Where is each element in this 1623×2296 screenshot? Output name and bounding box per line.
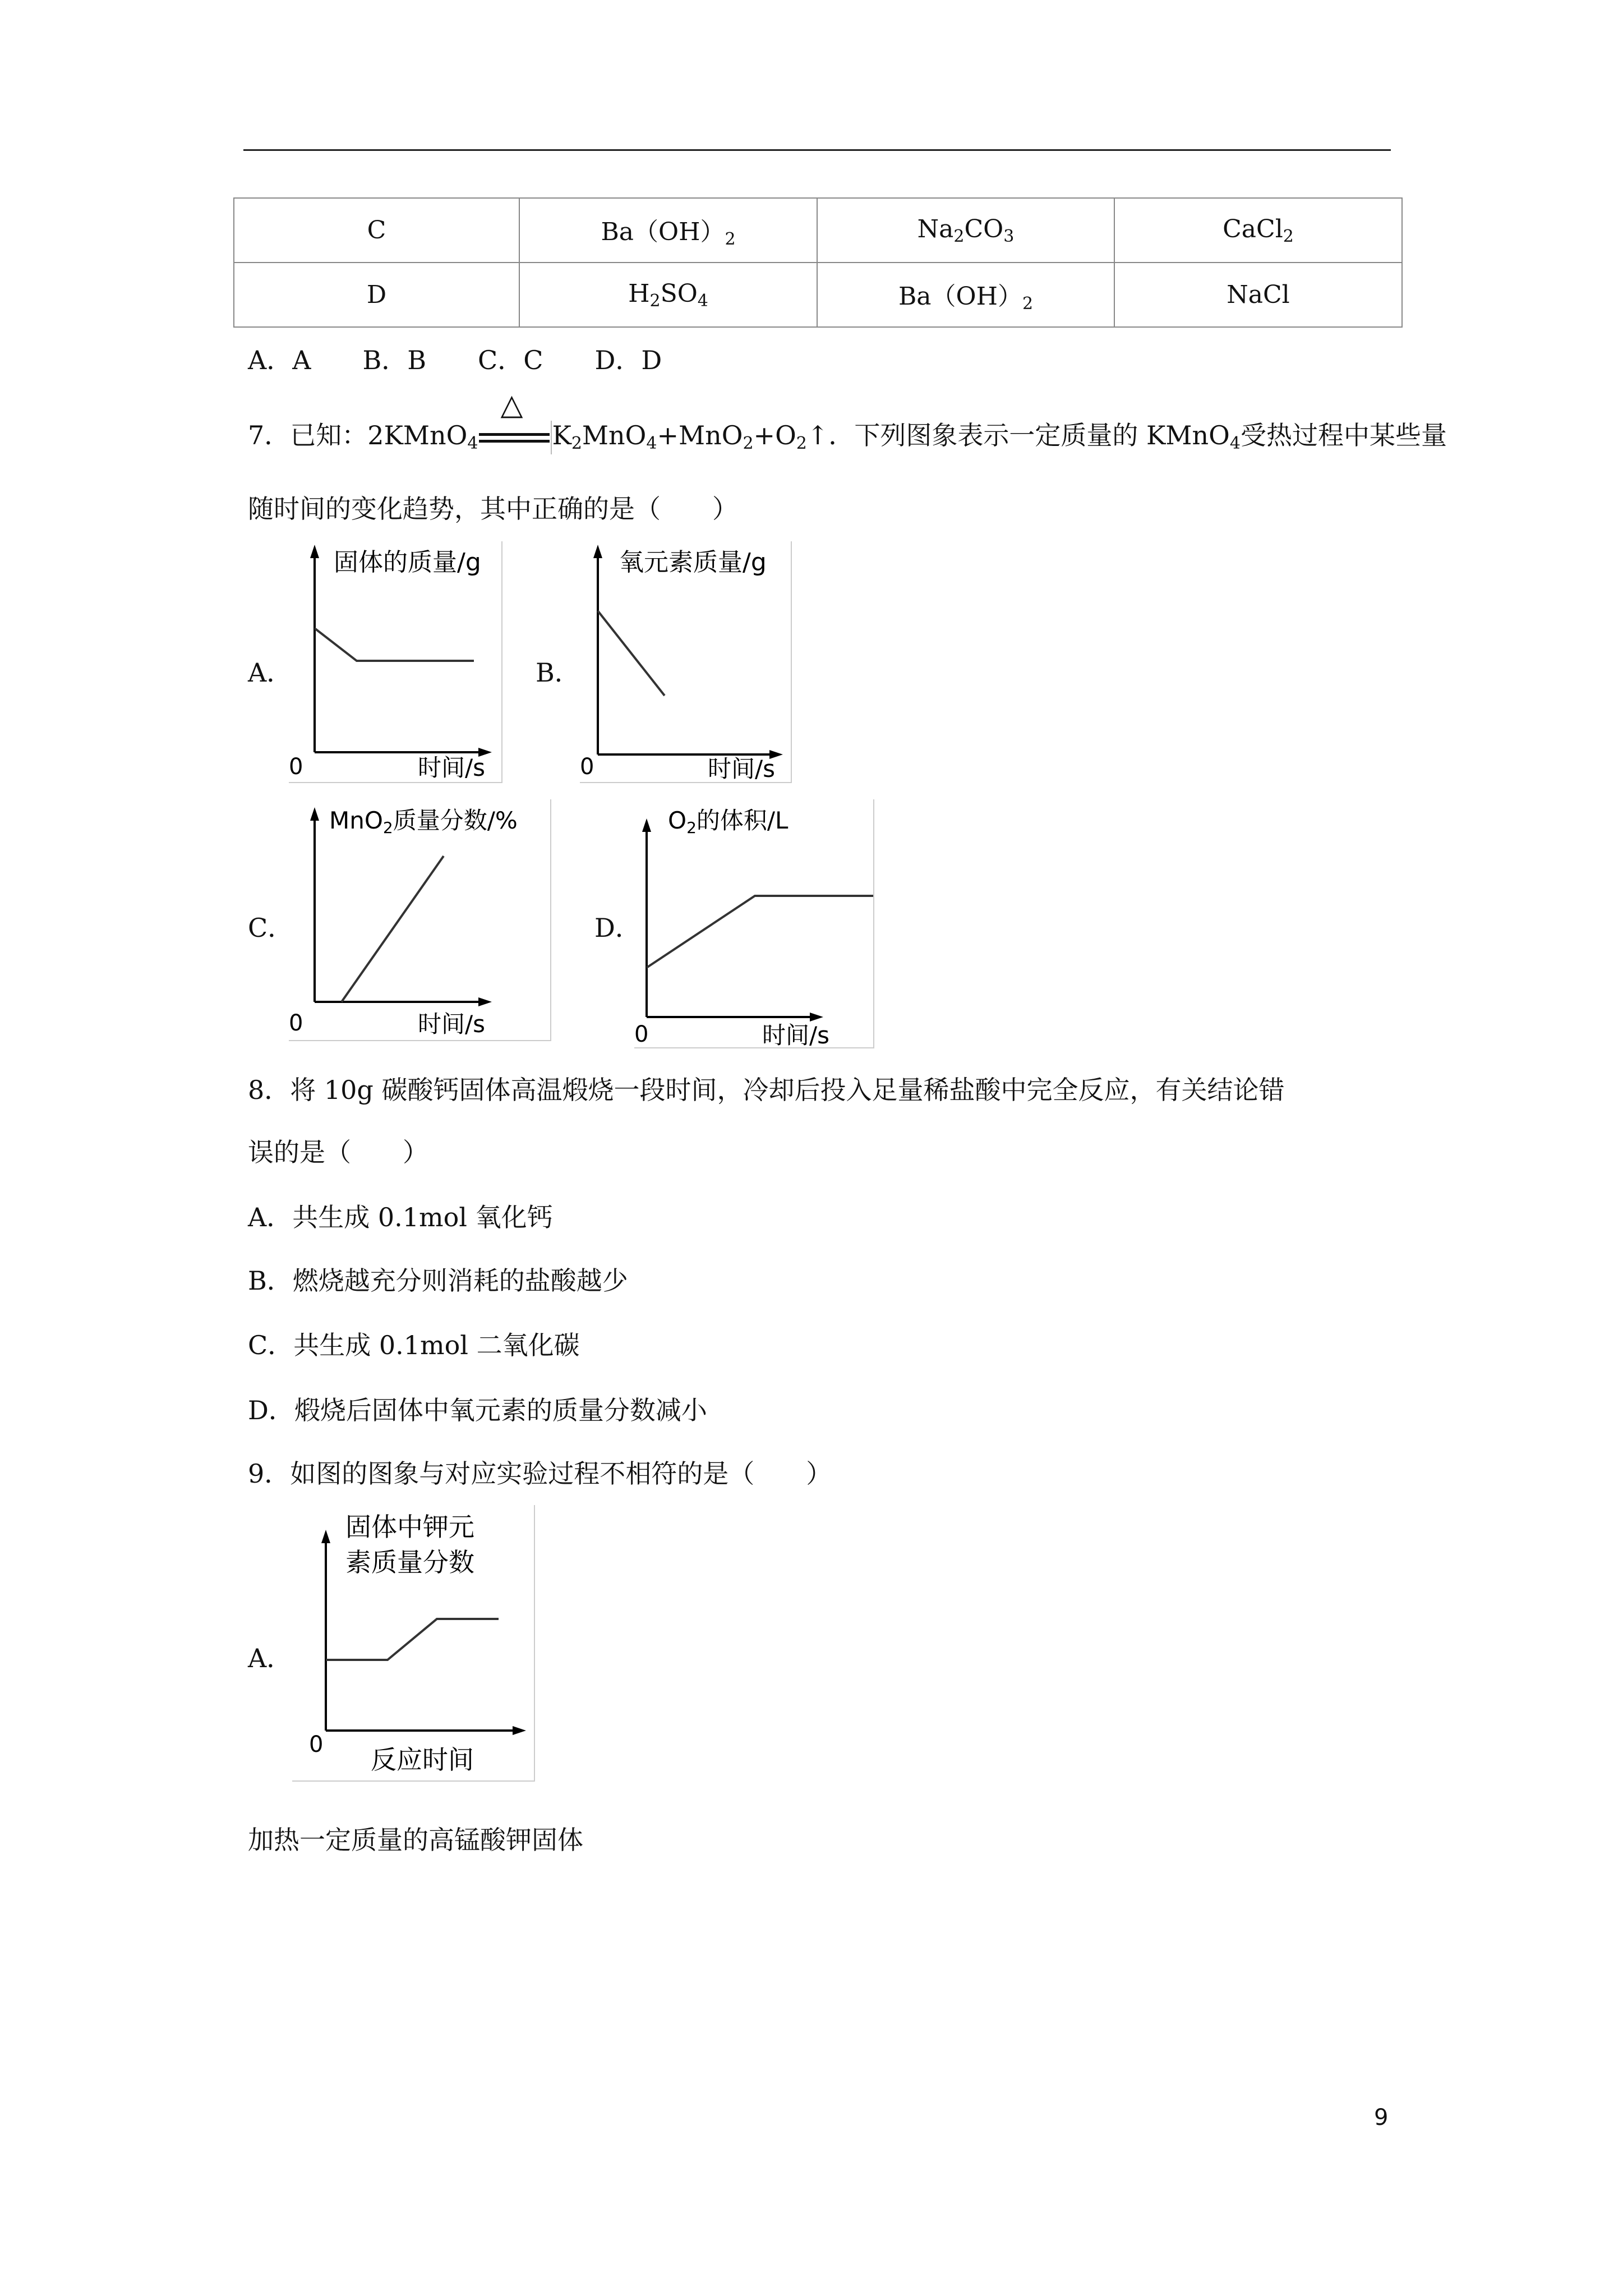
q8-option-b: B．燃烧越充分则消耗的盐酸越少 bbox=[248, 1266, 628, 1296]
text: O bbox=[668, 807, 687, 834]
subscript: 2 bbox=[686, 818, 697, 837]
subscript: 3 bbox=[1003, 226, 1015, 246]
q8-option-c: C．共生成 0.1mol 二氧化碳 bbox=[248, 1330, 580, 1360]
q6-options: A．A B．B C．C D．D bbox=[248, 345, 662, 375]
q8-option-a: A．共生成 0.1mol 氧化钙 bbox=[248, 1202, 553, 1232]
y-axis-label: 氧元素质量/g bbox=[619, 548, 767, 577]
graph-d bbox=[634, 799, 874, 1048]
origin-label: 0 bbox=[289, 754, 303, 780]
graph-q9-a bbox=[292, 1505, 535, 1782]
text: 的体积/L bbox=[696, 807, 789, 834]
option-letter: D． bbox=[594, 913, 641, 943]
row-label: C bbox=[367, 216, 386, 245]
x-axis-label: 时间/s bbox=[762, 1022, 830, 1048]
q8-stem-line1: 8．将 10g 碳酸钙固体高温煅烧一段时间，冷却后投入足量稀盐酸中完全反应，有关结论错 bbox=[248, 1075, 1285, 1105]
curve bbox=[598, 611, 665, 696]
text: MnO bbox=[582, 420, 647, 450]
subscript: 2 bbox=[725, 229, 736, 249]
subscript: 4 bbox=[646, 434, 657, 453]
table-cell bbox=[234, 198, 519, 263]
subscript: 2 bbox=[571, 434, 582, 453]
y-axis-label-line1: 固体中钾元 bbox=[345, 1512, 474, 1542]
table-cell bbox=[519, 263, 817, 327]
text: MnO bbox=[329, 807, 383, 834]
curve bbox=[647, 896, 873, 968]
formula: Ba（OH） bbox=[601, 218, 725, 246]
origin-label: 0 bbox=[309, 1732, 324, 1757]
x-axis-label: 反应时间 bbox=[371, 1745, 474, 1775]
text: +O bbox=[753, 420, 796, 450]
text: ↑．下列图象表示一定质量的 KMnO bbox=[806, 420, 1230, 450]
option-letter: C． bbox=[248, 913, 294, 943]
subscript: 4 bbox=[1229, 434, 1241, 453]
formula: CaCl bbox=[1223, 214, 1283, 243]
text: +MnO bbox=[657, 420, 743, 450]
table-cell bbox=[234, 263, 519, 327]
curve bbox=[326, 1619, 499, 1660]
header-rule bbox=[243, 149, 1391, 151]
q8-stem-line2: 误的是（ ） bbox=[248, 1137, 428, 1167]
table-cell bbox=[519, 198, 817, 263]
curve bbox=[315, 628, 474, 661]
q9-stem: 9．如图的图象与对应实验过程不相符的是（ ） bbox=[248, 1458, 832, 1489]
option-letter: A． bbox=[248, 657, 293, 688]
arrow-right-icon bbox=[478, 997, 492, 1006]
y-axis-label-line2: 素质量分数 bbox=[345, 1547, 474, 1577]
arrow-up-icon bbox=[321, 1530, 330, 1543]
page-number: 9 bbox=[1374, 2105, 1389, 2131]
answer-table bbox=[233, 197, 1403, 328]
table-cell bbox=[817, 263, 1114, 327]
arrow-up-icon bbox=[310, 545, 319, 558]
formula: H bbox=[628, 279, 650, 308]
q7-stem-line2: 随时间的变化趋势，其中正确的是（ ） bbox=[248, 494, 738, 524]
subscript: 2 bbox=[743, 434, 754, 453]
subscript: 2 bbox=[953, 226, 965, 246]
x-axis-label: 时间/s bbox=[418, 754, 486, 781]
graph-a bbox=[289, 541, 502, 783]
text: K bbox=[552, 420, 571, 450]
q7-stem-line1 bbox=[248, 388, 1447, 461]
q9-caption-a: 加热一定质量的高锰酸钾固体 bbox=[248, 1825, 583, 1855]
formula: Na bbox=[917, 214, 954, 243]
subscript: 4 bbox=[467, 434, 478, 453]
table-cell bbox=[817, 198, 1114, 263]
row-label: D bbox=[366, 280, 387, 309]
formula: Ba（OH） bbox=[898, 282, 1022, 311]
arrow-right-icon bbox=[810, 1013, 823, 1022]
table-row bbox=[234, 263, 1402, 327]
text: 7．已知：2KMnO bbox=[248, 420, 468, 450]
x-axis-label: 时间/s bbox=[418, 1010, 486, 1038]
formula: SO bbox=[660, 279, 698, 308]
table-row bbox=[234, 198, 1402, 263]
origin-label: 0 bbox=[634, 1022, 649, 1047]
delta-icon: △ bbox=[500, 388, 523, 422]
curve bbox=[342, 856, 444, 1002]
origin-label: 0 bbox=[580, 754, 594, 780]
subscript: 4 bbox=[697, 291, 708, 311]
subscript: 2 bbox=[382, 818, 393, 837]
reaction-condition-heat bbox=[478, 388, 552, 454]
subscript: 2 bbox=[1022, 294, 1034, 314]
arrow-up-icon bbox=[593, 545, 602, 558]
formula: CO bbox=[964, 214, 1004, 243]
y-axis-label bbox=[329, 807, 518, 837]
graph-c bbox=[289, 799, 551, 1041]
subscript: 2 bbox=[796, 434, 807, 453]
text: 质量分数/% bbox=[393, 807, 518, 834]
origin-label: 0 bbox=[289, 1010, 303, 1036]
text: 受热过程中某些量 bbox=[1240, 420, 1447, 450]
subscript: 2 bbox=[649, 291, 661, 311]
x-axis-label: 时间/s bbox=[708, 755, 776, 783]
q8-option-d: D．煅烧后固体中氧元素的质量分数减小 bbox=[248, 1395, 707, 1425]
formula: NaCl bbox=[1227, 280, 1290, 309]
table-cell bbox=[1114, 263, 1402, 327]
arrow-right-icon bbox=[513, 1726, 526, 1735]
arrow-up-icon bbox=[642, 818, 651, 832]
option-letter: A． bbox=[248, 1643, 293, 1673]
y-axis-label: 固体的质量/g bbox=[334, 548, 481, 577]
graph-b bbox=[580, 541, 792, 783]
table-cell bbox=[1114, 198, 1402, 263]
arrow-up-icon bbox=[310, 807, 319, 821]
y-axis-label bbox=[668, 807, 789, 837]
option-letter: B． bbox=[536, 657, 580, 688]
subscript: 2 bbox=[1283, 226, 1294, 246]
